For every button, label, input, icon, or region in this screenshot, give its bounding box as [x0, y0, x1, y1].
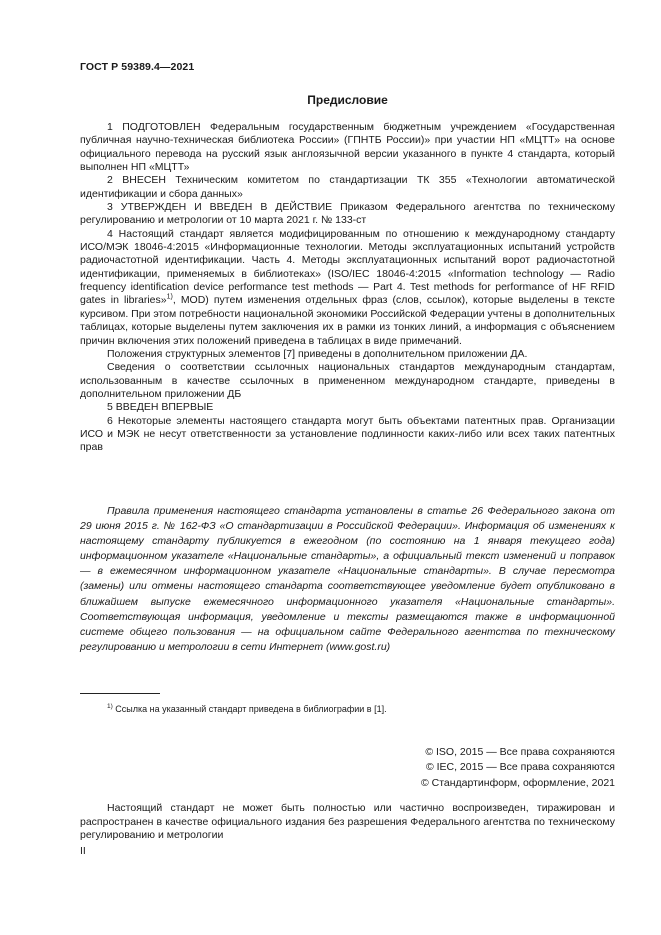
rules-note-text: Правила применения настоящего стандарта установлены в статье 26 Федерального закона от 29 июня 2015 г. № 162-ФЗ «О стандартизации в Российской Федерации». Информация об изменениях к настоящему стандарту публикуется в ежегодном (по состоянию на 1 января текущего года) информационном указателе «Национальные стандарты», а официальный текст изменений и поправок — в ежемесячном информационном указателе «Национальные стандарты». В случае пересмотра (замены) или отмены настоящего стандарта соответствующее уведомление будет опубликовано в ближайшем выпуске ежемесячного информационного указателя «Национальные стандарты». Соответствующая информация, уведомление и тексты размещаются также в информационной системе общего пользования — на официальном сайте Федерального агентства по техническому регулированию и метрологии в сети Интернет (www.gost.ru)	[80, 505, 615, 653]
paragraph-4-text-after: , MOD) путем изменения отдельных фраз (слов, ссылок), которые выделены в тексте курсивом. При этом потребности национальной экономики Российской Федерации учтены в дополнительных таблицах, которые выделены путем заключения их в рамки из тонких линий, а информация с объяснением причин включения этих положений приведена в таблицах в виде примечаний.	[80, 294, 615, 347]
paragraph-annex-db: Сведения о соответствии ссылочных национальных стандартов международным стандартам, использованным в качестве ссылочных в примененном международном стандарте, приведены в дополнительном приложении ДБ	[80, 361, 615, 400]
footnote-separator	[80, 693, 160, 694]
paragraph-annex-da: Положения структурных элементов [7] приведены в дополнительном приложении ДА.	[107, 347, 528, 360]
reproduction-notice	[80, 802, 615, 843]
paragraph-1: 1 ПОДГОТОВЛЕН Федеральным государственным бюджетным учреждением «Государственная публичная научно-техническая библиотека России» (ГПНТБ России)» при участии НП «МЦТТ» на основе официального перевода на русский язык англоязычной версии указанного в пункте 4 стандарта, который выполнен НП «МЦТТ»	[80, 121, 615, 174]
copyright-block	[421, 745, 615, 791]
copyright-iec: © IEC, 2015 — Все права сохраняются	[425, 761, 615, 774]
copyright-standartinform: © Стандартинформ, оформление, 2021	[420, 776, 615, 789]
document-id-header: ГОСТ Р 59389.4—2021	[80, 61, 195, 73]
reproduction-notice-text: Настоящий стандарт не может быть полностью или частично воспроизведен, тиражирован и распространен в качестве официального издания без разрешения Федерального агентства по техническому регулированию и метрологии	[80, 802, 615, 841]
paragraph-6: 6 Некоторые элементы настоящего стандарта могут быть объектами патентных прав. Организации ИСО и МЭК не несут ответственности за установление подлинности каких-либо или всех таких патентных прав	[80, 414, 615, 454]
footnote-text: Ссылка на указанный стандарт приведена в библиографии в [1].	[112, 704, 387, 714]
footnote	[107, 703, 387, 714]
paragraph-5: 5 ВВЕДЕН ВПЕРВЫЕ	[107, 401, 214, 414]
paragraph-3: 3 УТВЕРЖДЕН И ВВЕДЕН В ДЕЙСТВИЕ Приказом Федерального агентства по техническому регулированию и метрологии от 10 марта 2021 г. № 133-ст	[80, 201, 615, 227]
section-title: Предисловие	[307, 93, 388, 107]
copyright-iso: © ISO, 2015 — Все права сохраняются	[425, 746, 615, 758]
page-number: II	[80, 845, 86, 857]
paragraph-2: 2 ВНЕСЕН Техническим комитетом по стандартизации ТК 355 «Технологии автоматической идентификации и сбора данных»	[80, 174, 615, 200]
paragraph-4	[80, 228, 615, 348]
foreword-body	[80, 121, 615, 455]
footnote-reference: 1)	[166, 293, 173, 301]
footnote-mark: 1)	[107, 703, 113, 710]
rules-of-application-note	[80, 504, 615, 655]
paragraph-4-text-before: 4 Настоящий стандарт является модифицированным по отношению к международному стандарту ИСО/МЭК 18046-4:2015 «Информационные технологии. Методы эксплуатационных испытаний устройств радиочастотной идентификации. Часть 4. Методы эксплуатационных испытаний ворот радиочастотной идентификации, применяемых в библиотеках» (ISO/IEC 18046-4:2015 «Information technology — Radio frequency identification device performance test methods — Part 4. Test methods for performance of HF RFID gates in libraries»	[80, 227, 615, 307]
